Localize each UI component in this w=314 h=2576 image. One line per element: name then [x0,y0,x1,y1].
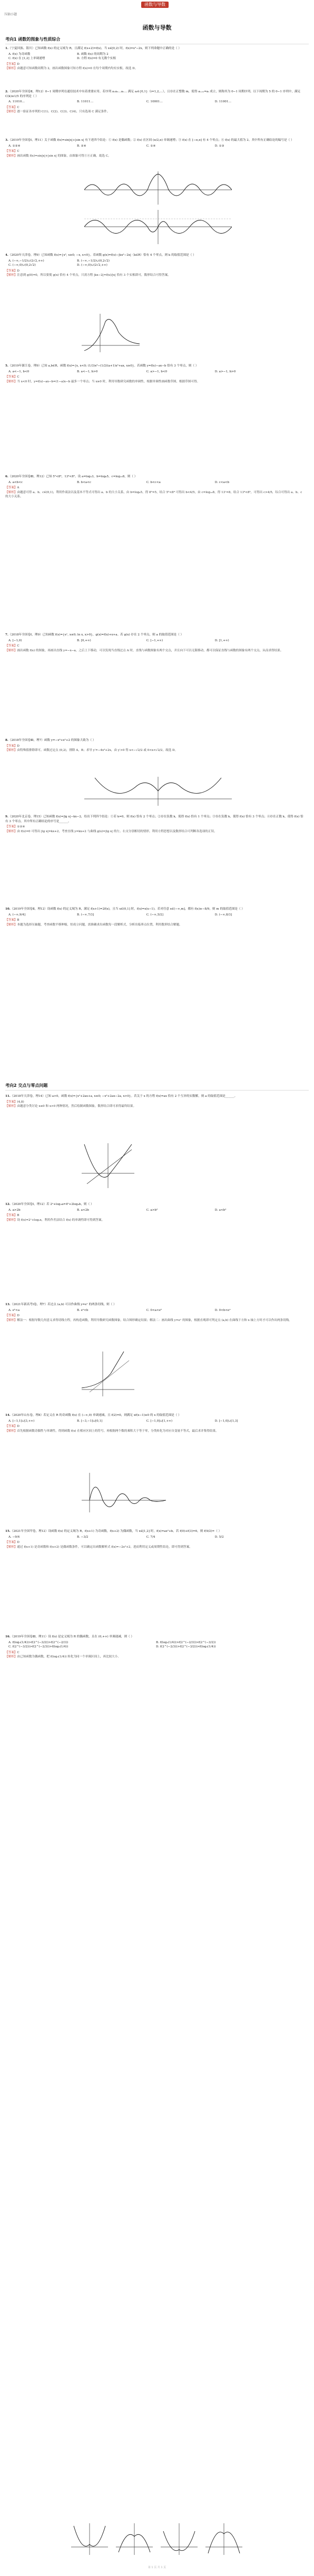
question-15 [5,1529,306,1549]
graph-option-b [116,2523,153,2555]
option: B. a<2b [77,1208,89,1212]
section-heading-2 [5,1081,309,1091]
question-8 [5,738,306,753]
question-options [8,480,306,485]
option: D. f(2^(−2/3))>f(2^(−3/2))>f(log₃(1/4)) [156,1645,216,1648]
question-stem: 14.（2020年山东卷，理8）若定义在 R 的奇函数 f(x) 在 (−∞,0) 单调递减，且 f(2)=0，则满足 xf(x−1)≥0 的 x 的取值范围是（ ） [5,1414,181,1417]
answer-block: 【答案】D [5,744,19,748]
curve [90,1487,166,1507]
question-13 [5,1303,306,1323]
graph-option-c [161,2523,198,2555]
question-options [8,1419,306,1424]
analysis-block: 【解析】首先根据函数奇偶性与单调性，得到函数 f(x) 在相应区间上的符号，再根据两个数的乘积大于等于零，分类转化为对应自变量不等式，最后求并集得结果。 [5,1429,219,1433]
question-stem: 8.（2018年全国卷Ⅲ，理7）函数 y=−x⁴+x²+2 的图象大致为（ ） [5,739,96,742]
option: B. 函数 f(x) 的周期为 2 [77,52,109,56]
question-14 [5,1413,306,1433]
question-4 [5,253,306,278]
question-options [8,370,306,374]
answer-block: 【答案】①②④ [5,825,25,828]
question-options [8,913,306,918]
section-title: 考向1 函数的图象与性质综合 [5,35,309,44]
option: A. a>2b [8,1208,21,1212]
option: A. a<b<c [8,480,23,484]
analysis-block: 【解析】画出函数 f(x)=sin|x|+|sin x| 的图象，由图象可得①④正确，故选 C。 [5,154,111,158]
option: A. (−∞,−1/2)∪(2√2,+∞) [8,259,44,263]
question-stem: 12.（2020年全国卷Ⅰ，理12）若 2ᵃ+log₂a=4ᵇ+2log₄b，则（ ） [5,1203,94,1206]
question-6 [5,475,306,499]
option: B. (−∞,7/3] [77,913,94,916]
function-graph-figure [84,169,232,206]
analysis-block: 【解析】逐一验证各序列的 C(1)、C(2)、C(3)、C(4)，只有选项 C 满足条件。 [5,110,110,113]
function-graph-figure [79,1350,137,1397]
answer-block: 【答案】C [5,375,19,379]
option: C. [−1,+∞) [146,639,163,642]
question-stem: 1.（宁夏回族、银川）已知函数 f(x) 的定义域为 R，且满足 f(x+2)=f(x)，当 x∈[0,2) 时，f(x)=x²−2x，则下列命题中正确的是（ ） [5,47,182,50]
question-stem: 11.（2018年天津卷，理14）已知 a>0，函数 f(x)={x²+2ax+a, x≤0; −x²+2ax−2a, x>0}。若关于 x 的方程 f(x)=ax 恰有 2 个互异的实数解，则 a 的取值范围是______。 [5,1095,238,1098]
answer-block: 【答案】C [5,105,19,109]
analysis-block: 【解析】通过 f(x+1) 是奇函数和 f(x+2) 是偶函数条件，可以确定出函数解析式 f(x)=−2x²+2，进而利用定义或周期性结论，即可得到答案。 [5,1545,192,1549]
analysis-block: 【解析】由题意分类讨论 x≤0 和 x>0 两种情况，然后绘制函数图象，数形结合即可求得最终结果。 [5,1105,136,1108]
graph-option-a [71,2523,108,2555]
question-stem: 15.（2021年全国甲卷，理12）设函数 f(x) 的定义域为 R，f(x+1) 为奇函数，f(x+2) 为偶函数，当 x∈[1,2] 时，f(x)=ax²+b。若 f(0)+f(3)=6，则 f(9/2)=（ ） [5,1530,222,1533]
option: B. eᵃ<b [77,1308,89,1312]
answer-block: 【答案】D [5,1314,19,1317]
question-stem: 3.（2019年全国卷Ⅰ，理11）关于函数 f(x)=sin|x|+|sin x| 有下述四个结论：① f(x) 是偶函数；② f(x) 在区间 (π/2,π) 单调递增；③ f(x) 在 [−π,π] 有 4 个零点；④ f(x) 的最大值为 2。其中所有正确结论的编号是（ ） [5,139,294,142]
option: C. f(2^(−3/2))>f(2^(−2/3))>f(log₃(1/4)) [8,1645,68,1648]
question-10 [5,907,306,927]
option: C. a>b² [146,1208,158,1212]
answer-block: 【答案】(4,8) [5,1100,24,1104]
question-options [8,52,306,61]
page-title: 函数与导数 [142,24,172,31]
answer-block: 【答案】D [5,62,19,66]
option: A. 11010… [8,100,25,103]
option: B. a<−1, b>0 [77,370,98,373]
option: D. [1,+∞) [214,639,229,642]
option: A. (−∞,9/4] [8,913,26,916]
option: C. (−∞,5/2] [146,913,163,916]
question-3 [5,138,306,158]
question-stem: 13.（2021年新高考Ⅰ卷，理7）若过点 (a,b) 可以作曲线 y=eˣ 的两条切线，则（ ） [5,1303,116,1306]
curve [84,320,140,351]
option: D. 方程 f(x)=0 有无数个实根 [77,57,116,60]
question-options [8,1535,306,1540]
option: B. 11011… [77,100,94,103]
question-2 [5,90,306,114]
function-graph-figure [79,1142,137,1189]
answer-block: 【答案】D [5,269,19,273]
question-stem: 16.（2019年全国卷Ⅲ，理11）设 f(x) 是定义域为 R 的偶函数，且在 (0,+∞) 单调递减，则（ ） [5,1635,134,1638]
tangent-line [90,1361,129,1392]
function-graph-figure [84,775,232,807]
option: D. (−∞,8/3] [214,913,232,916]
option: C. (−∞,0)∪(0,2√2) [8,264,36,267]
option: A. −9/4 [8,1535,20,1539]
option: A. f(log₃(1/4))>f(2^(−3/2))>f(2^(−2/3)) [8,1641,68,1644]
question-stem: 10.（2019年全国卷Ⅱ，理12）设函数 f(x) 的定义域为 R，满足 f(x+1)=2f(x)，且当 x∈(0,1] 时，f(x)=x(x−1)。若对任意 x∈(−∞,m]，都有 f(x)≥−8/9，则 m 的取值范围是（ ） [5,908,244,911]
option: B. b<a<c [77,480,92,484]
question-options [8,144,306,149]
question-12 [5,1202,306,1222]
question-7 [5,633,306,653]
answer-block: 【答案】C [5,150,19,153]
option: B. ②④ [77,144,86,148]
option: C. 10001… [146,100,163,103]
question-stem: 5.（2019年浙江卷，理9）已知 a,b∈R，函数 f(x)={x, x<0; (1/3)x³−(1/2)(a+1)x²+ax, x≥0}。若函数 y=f(x)−ax−b 恰有 3 个零点，则（ ） [5,364,199,368]
option: B. [0,+∞) [77,639,91,642]
analysis-block: 【解析】注意到 g(0)=0，所以要使 g(x) 恰有 4 个零点，只需方程 |kx−2|=f(x)/|x| 恰有 3 个实根即可，数形结合可得答案。 [5,274,171,277]
analysis-block: 【解析】当 x<0 时，y=f(x)−ax−b=(1−a)x−b 最多一个零点；当 x≥0 时，利用导数研究函数的单调性，根据单调性画函数草图，根据草图可得。 [5,380,200,383]
question-stem: 4.（2020年天津卷，理9）已知函数 f(x)={x³, x≥0; −x, x<0}。若函数 g(x)=f(x)−|kx²−2x|（k∈R）恰有 4 个零点，则 k 的取值范围是（ ） [5,254,196,257]
section-title: 考向2 交点与零点问题 [5,1081,309,1091]
answer-block: 【答案】C [5,644,19,648]
question-options [8,1641,306,1649]
option: D. 5/2 [214,1535,224,1539]
option: A. ①②④ [8,144,21,148]
question-options [8,1308,306,1313]
analysis-block: 【解析】本题为选择压轴题，考查函数平移伸缩，恒成立问题，需准确求出函数每一段解析式，分析出临界点位置，利用数形结合解题。 [5,923,182,927]
option: A. eᵇ<a [8,1308,20,1312]
analysis-block: 【解析】由已知函数为偶函数，把 f(log₃(1/4)) 转化为同一个单调区间上，再比较大小。 [5,1655,121,1658]
question-11 [5,1094,306,1109]
topic-label: 压轴小题 [4,13,17,16]
analysis-block: 【解析】由 f(x)=0 可得出 |lg x|=kx+2，考查直线 y=kx+2 与曲线 g(x)=|lg x| 的左、右支分别相切的情形，利用方程思想以及数形结合可判断各选项的正误。 [5,829,217,833]
analysis-block: 【解析】设 f(x)=2ˣ+log₂x，利用作差法结合 f(x) 的单调性即可得到答案。 [5,1218,105,1222]
analysis-block: 【解析】由题意可知函数周期为 2，画出函数图象可知方程 f(x)=0 在每个周期内均有实根，故选 D。 [5,67,138,70]
answer-block: 【答案】B [5,919,19,922]
option: B. −3/2 [77,1535,89,1539]
analysis-block: 【解析】由特殊值排除即可。函数过定点 (0,2)，排除 A，B；求导 y′=−4x³+2x，由 y′>0 得 x<−√2/2 或 0<x<√2/2，故选 D。 [5,749,178,752]
question-1 [5,46,306,71]
option: C. f(x) 在 [1,2] 上单调递增 [8,57,45,60]
answer-block: 【答案】D [5,1541,19,1544]
answer-block: 【答案】A [5,486,19,489]
option: A. f(x) 为奇函数 [8,52,31,56]
top-banner [0,0,314,9]
question-options [8,259,306,268]
option: C. 0<a<eᵇ [146,1308,162,1312]
question-5 [5,364,306,384]
question-stem: 9.（2020年北京卷，理15）已知函数 f(x)=|lg x|−kx−2，给出下列四个结论：①若 k=0，则 f(x) 恰有 2 个零点；②存在负数 k，使得 f(x) 恰有 1 个零点；③存在负数 k，使得 f(x) 恰有 3 个零点；④存在正数 k，使得 f(x) 恰有 3 个零点。其中所有正确结论的序号是______。 [5,815,303,823]
function-graph-figure [84,208,232,245]
option: B. [−3,−1]∪[0,1] [77,1419,103,1423]
option: D. [−1,0]∪[1,3] [214,1419,238,1423]
option: A. [−1,0) [8,639,22,642]
answer-block: 【答案】B [5,1214,19,1217]
graph-option-d [205,2523,242,2555]
option: B. (−∞,−1/2)∪(0,2√2) [77,259,110,263]
page-footer: 第 1 页 共 1 页 [148,2566,166,2569]
answer-block: 【答案】D [5,1425,19,1428]
option: B. f(log₃(1/4))>f(2^(−2/3))>f(2^(−3/2)) [156,1641,216,1644]
question-stem: 7.（2018年全国卷Ⅰ，理9）已知函数 f(x)={eˣ, x≤0; ln x, x>0}，g(x)=f(x)+x+a。若 g(x) 存在 2 个零点，则 a 的取值范围是（ ） [5,633,184,636]
analysis-block: 【解析】由题意可得 a、b、c∈(0,1)，利用作商法以及基本不等式可得出 a、b 的大小关系，由 b=log₈5，得 8ᵇ=5，结合 5⁵<8⁴ 可得出 b<4/5，由 c=log₁₃8，得 13ᶜ=8，结合 13⁴<8⁵，可得出 c>4/5，综合可得出 a、b、c 的大小关系。 [5,490,302,498]
option: D. c<a<b [214,480,230,484]
question-stem: 6.（2020年全国卷Ⅲ，理12）已知 5⁵<8⁴，13⁴<8⁵。设 a=log₅3，b=log₈5，c=log₁₃8，则（ ） [5,475,138,478]
option: C. b<c<a [146,480,161,484]
option: C. [−1,0]∪[1,+∞) [146,1419,173,1423]
question-stem: 2.（2020年全国卷Ⅱ，理12）0−1 周期序列在通信技术中有着重要应用。若序列 a₁a₂…aₙ… 满足 aᵢ∈{0,1}（i=1,2,…），且存在正整数 m，使得 aᵢ₊ₘ=aᵢ 成立，则称其为 0−1 周期序列。以下周期为 5 的 0−1 序列中，满足 C(k)≤1/5 的序列是（ ） [5,90,301,98]
option: D. a>−1, b>0 [214,370,236,373]
option: D. ①③ [214,144,224,148]
option: C. ①④ [146,144,156,148]
graph-options-figure [68,2521,248,2558]
brand-logo: 函数与导数 [141,2,169,8]
analysis-block: 【解析】解法一：根据导数几何意义求得切线方程，再构造函数，利用导数研究函数图象，结合图形确定结果；解法二：画出曲线 y=eˣ 的图象，根据直观即可判定点 (a,b) 在曲线下方和 x 轴上方时才可以作出两条切线。 [5,1318,292,1322]
section-heading-1 [5,35,309,44]
question-options [8,100,306,104]
option: C. 7/4 [146,1535,155,1539]
option: D. a<b² [214,1208,227,1212]
option: D. 11001… [214,100,232,103]
question-16 [5,1635,306,1660]
question-options [8,1208,306,1213]
function-graph-figure [79,1471,169,1513]
question-9 [5,815,306,834]
question-options [8,639,306,643]
analysis-block: 【解析】画出函数 f(x) 的图象，再画出直线 y=−x−a，之后上下移动，可以发现当直线过点 A 时，直线与函数图象有两个交点，并且向下可以无限移动，都可以保证直线与函数的图象有两个交点，从而求得结果。 [5,649,283,652]
answer-block: 【答案】C [5,1651,19,1654]
option: A. [−1,1]∪[3,+∞) [8,1419,35,1423]
option: A. a<−1, b<0 [8,370,30,373]
option: C. a>−1, b<0 [146,370,168,373]
option: D. (−∞,0)∪(2√2,+∞) [77,264,107,267]
function-graph-figure [79,311,142,353]
option: D. 0<b<eᵃ [214,1308,231,1312]
